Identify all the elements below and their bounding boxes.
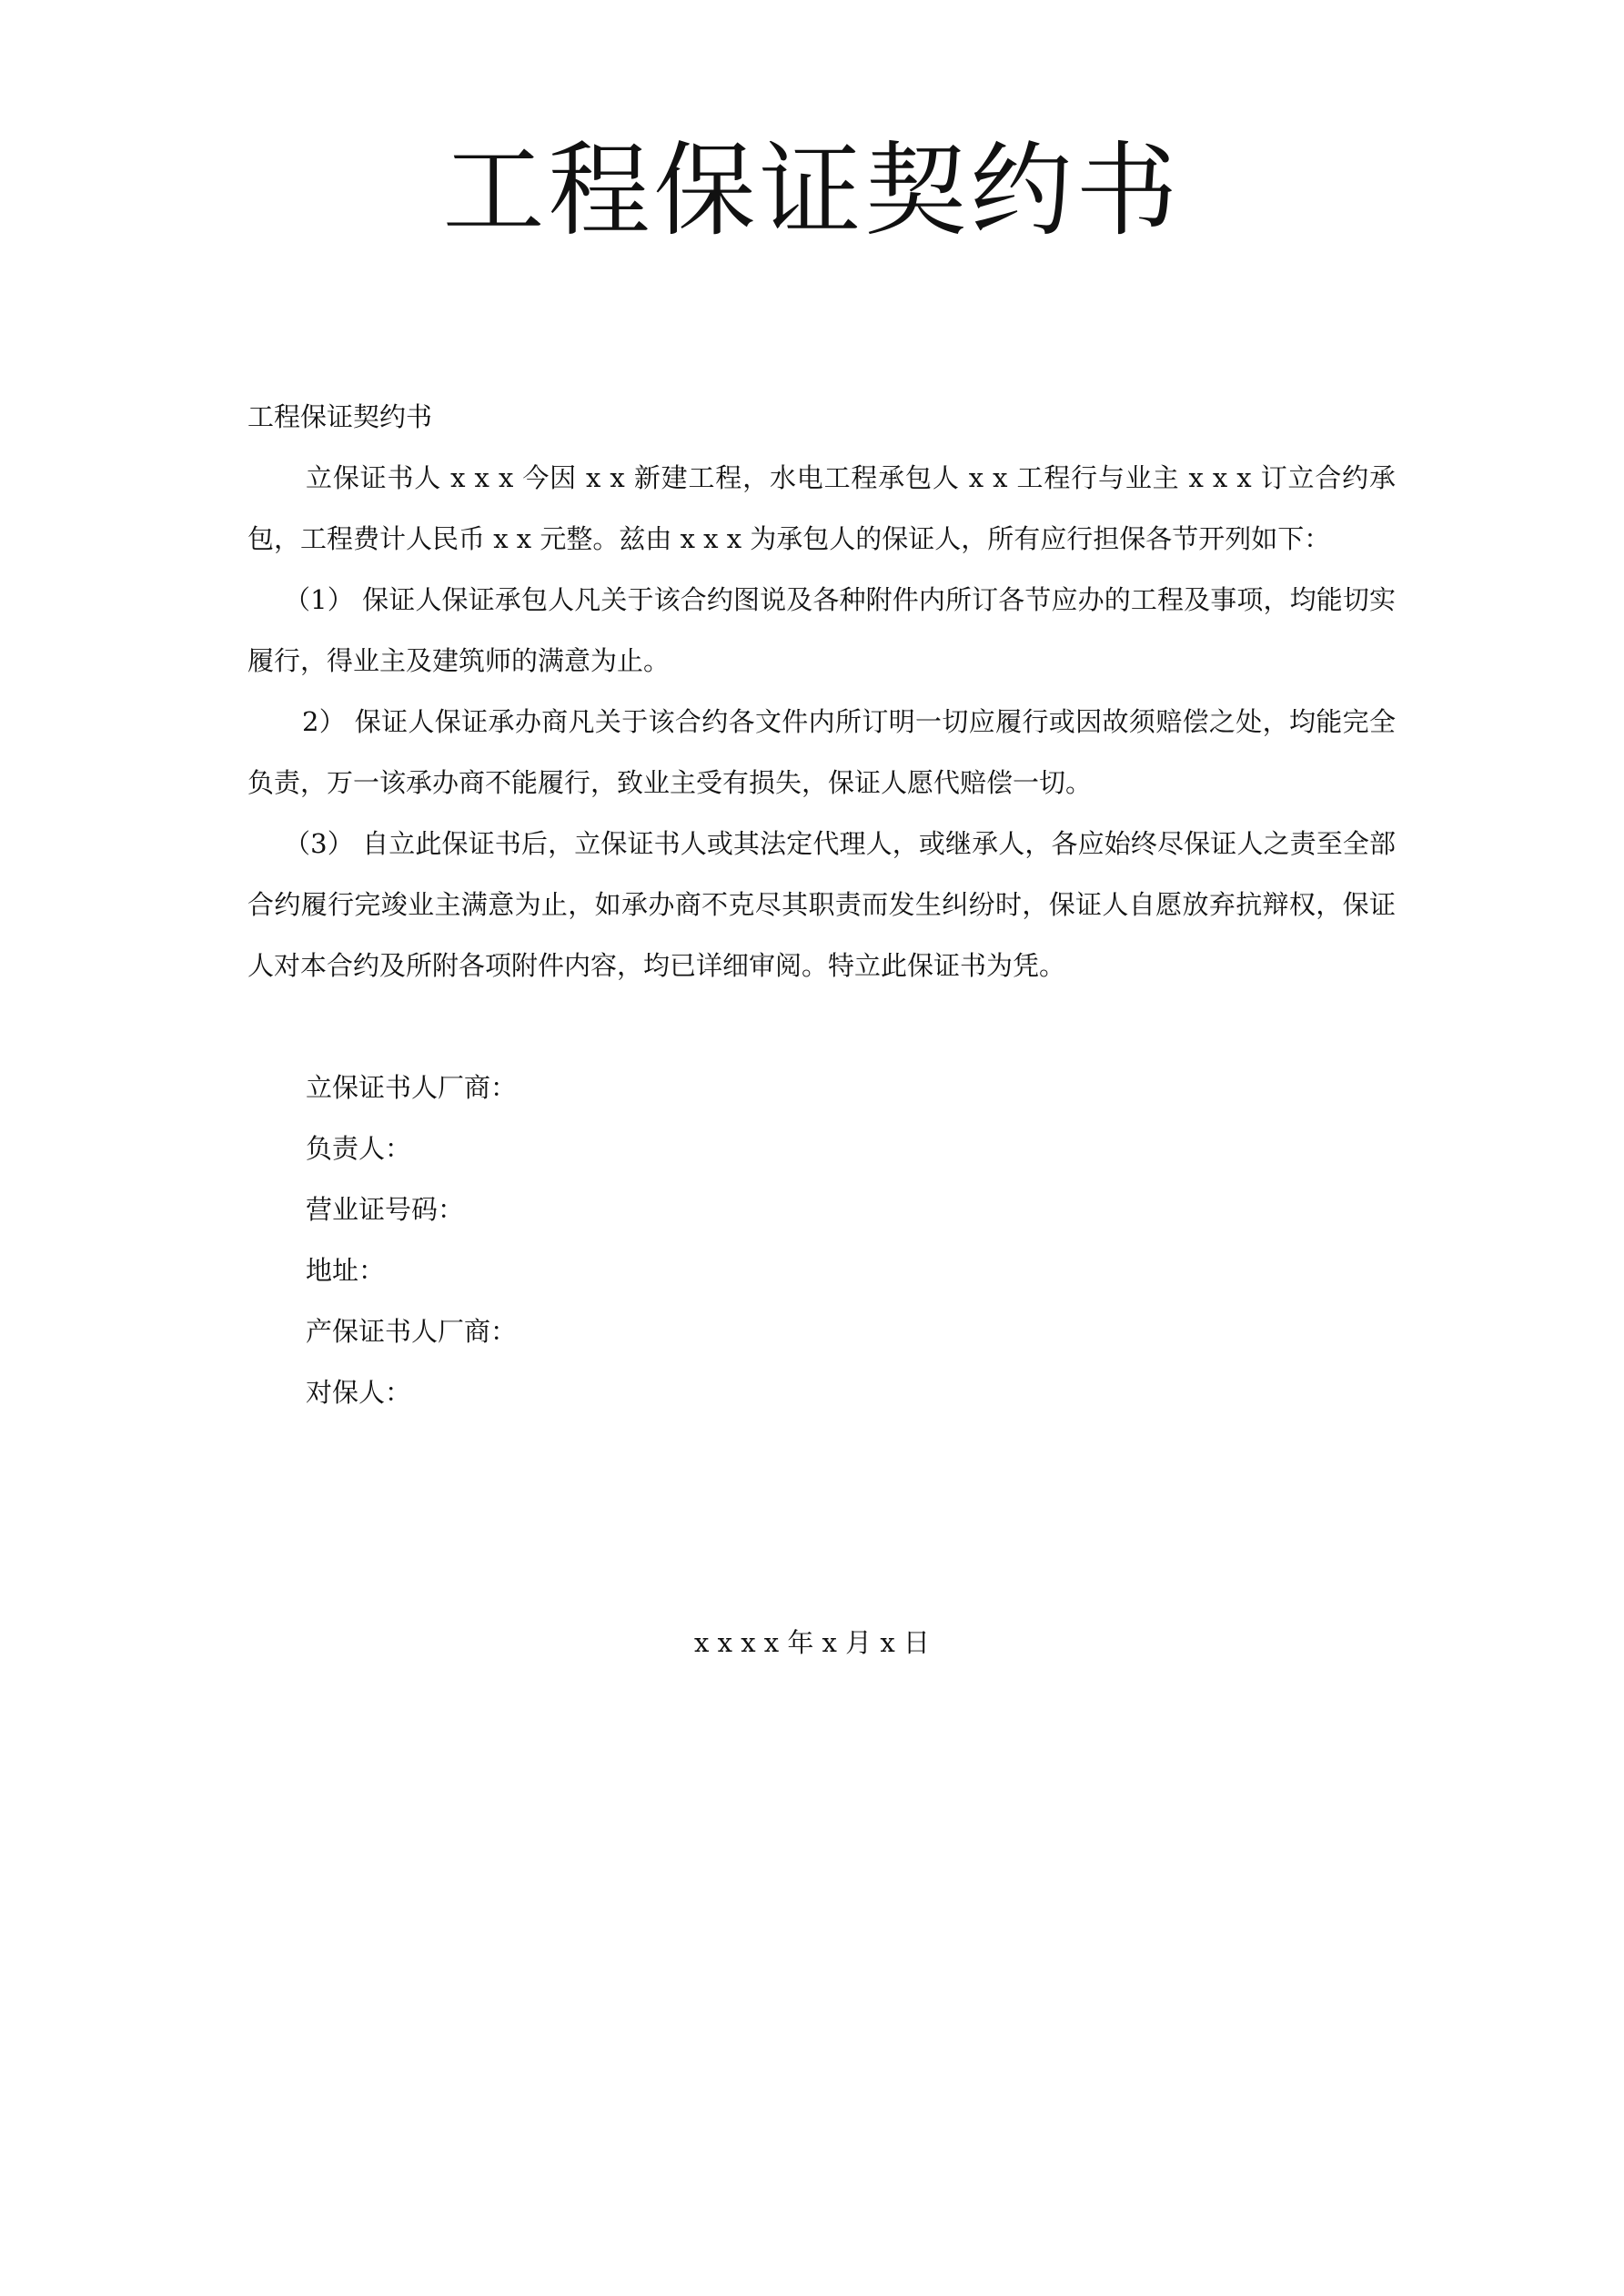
signature-block	[247, 1057, 1396, 1423]
document-body	[247, 387, 1396, 1423]
document-subtitle: 工程保证契约书	[247, 401, 433, 432]
clause-1: （1） 保证人保证承包人凡关于该合约图说及各种附件内所订各节应办的工程及事项，均能切实履行，得业主及建筑师的满意为止。	[247, 584, 1396, 676]
responsible-person-field: 负责人：	[306, 1133, 412, 1164]
clause-3: （3） 自立此保证书后，立保证书人或其法定代理人，或继承人，各应始终尽保证人之责至全部合约履行完竣业主满意为止，如承办商不克尽其职责而发生纠纷时，保证人自愿放弃抗辩权，保证人对本合约及所附各项附件内容，均已详细审阅。特立此保证书为凭。	[247, 828, 1396, 981]
second-guarantor-vendor-field: 产保证书人厂商：	[306, 1316, 518, 1347]
guarantor-vendor-field: 立保证书人厂商：	[306, 1072, 518, 1103]
document-date: x x x x 年 x 月 x 日	[694, 1627, 930, 1658]
address-field: 地址：	[306, 1255, 386, 1286]
clause-2: 2） 保证人保证承办商凡关于该合约各文件内所订明一切应履行或因故须赔偿之处，均能完全负责，万一该承办商不能履行，致业主受有损失，保证人愿代赔偿一切。	[247, 706, 1396, 798]
witness-field: 对保人：	[306, 1377, 412, 1408]
intro-paragraph: 立保证书人 x x x 今因 x x 新建工程，水电工程承包人 x x 工程行与业主 x x x 订立合约承包，工程费计人民币 x x 元整。兹由 x x x 为承包人的保证人，所有应行担保各节开列如下：	[247, 462, 1396, 554]
document-title: 工程保证契约书	[442, 132, 1182, 250]
business-license-field: 营业证号码：	[306, 1194, 465, 1225]
